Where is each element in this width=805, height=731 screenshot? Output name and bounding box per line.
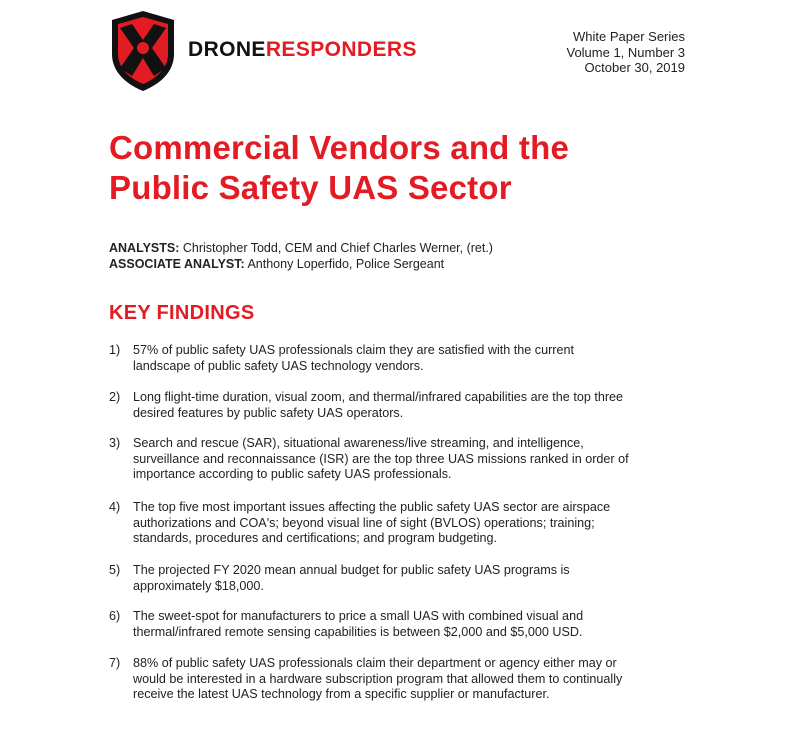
finding-line: thermal/infrared remote sensing capabilities is between $2,000 and $5,000 USD.: [133, 624, 583, 639]
key-findings-heading: KEY FINDINGS: [109, 302, 255, 324]
finding-line: approximately $18,000.: [133, 578, 264, 593]
finding-item: [109, 656, 622, 703]
series-info: [566, 29, 685, 76]
finding-item: [109, 390, 623, 421]
series-name: White Paper Series: [573, 29, 685, 44]
finding-line: importance according to public safety UAS professionals.: [133, 467, 452, 482]
finding-line: The projected FY 2020 mean annual budget for public safety UAS programs is: [133, 563, 570, 577]
finding-item: [109, 609, 583, 640]
finding-line: Search and rescue (SAR), situational awareness/live streaming, and intelligence,: [133, 436, 584, 450]
series-volume: Volume 1, Number 3: [566, 44, 685, 60]
associate-analyst-label: ASSOCIATE ANALYST:: [109, 257, 245, 271]
analysts-block: [109, 240, 493, 272]
brand-wordmark: [188, 38, 417, 62]
page-title: [109, 128, 709, 208]
analysts-names: Christopher Todd, CEM and Chief Charles Werner, (ret.): [182, 241, 493, 255]
finding-item: [109, 343, 574, 374]
finding-line: The top five most important issues affecting the public safety UAS sector are airspace: [133, 500, 611, 514]
finding-line: The sweet-spot for manufacturers to price a small UAS with combined visual and: [133, 609, 584, 623]
finding-line: surveillance and reconnaissance (ISR) are the top three UAS missions ranked in order of: [133, 451, 629, 466]
finding-item: [109, 563, 570, 594]
droneresponders-shield-logo: [110, 10, 176, 92]
series-date: October 30, 2019: [584, 60, 685, 75]
analysts-label: ANALYSTS:: [109, 241, 180, 255]
finding-line: Long flight-time duration, visual zoom, and thermal/infrared capabilities are the top three: [133, 390, 624, 404]
finding-number: 6): [109, 609, 121, 623]
associate-analyst-line: [109, 256, 493, 272]
finding-line: receive the latest UAS technology from a specific supplier or manufacturer.: [133, 687, 550, 702]
finding-line: 57% of public safety UAS professionals claim they are satisfied with the current: [133, 343, 574, 357]
finding-number: 7): [109, 656, 121, 670]
finding-item: [109, 500, 610, 547]
finding-line: authorizations and COA's; beyond visual line of sight (BVLOS) operations; training;: [133, 515, 595, 530]
title-line-1: Commercial Vendors and the: [109, 129, 569, 166]
finding-line: landscape of public safety UAS technology vendors.: [133, 358, 424, 373]
finding-line: 88% of public safety UAS professionals claim their department or agency either may or: [133, 656, 617, 670]
finding-number: 3): [109, 436, 121, 450]
finding-number: 5): [109, 563, 121, 577]
finding-line: standards, procedures and certifications; and program budgeting.: [133, 531, 498, 546]
brand-part-responders: RESPONDERS: [265, 38, 417, 61]
finding-number: 2): [109, 390, 121, 404]
associate-analyst-name: Anthony Loperfido, Police Sergeant: [247, 257, 445, 271]
finding-line: desired features by public safety UAS operators.: [133, 405, 404, 420]
finding-number: 1): [109, 343, 121, 357]
analysts-line: [109, 240, 493, 256]
brand-part-drone: DRONE: [188, 38, 266, 61]
finding-line: would be interested in a hardware subscription program that allowed them to continually: [133, 671, 623, 686]
finding-item: [109, 436, 629, 483]
finding-number: 4): [109, 500, 121, 514]
title-line-2: Public Safety UAS Sector: [109, 169, 512, 206]
